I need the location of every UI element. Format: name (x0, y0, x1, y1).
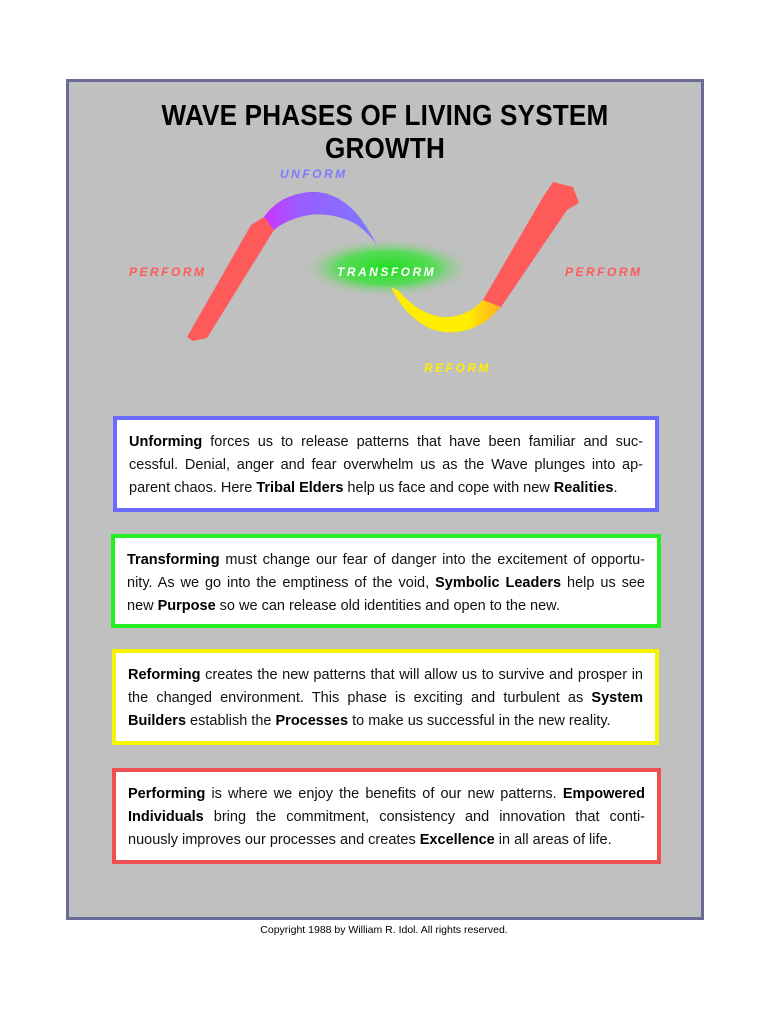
poster (66, 79, 704, 920)
box-keyword: Transforming (127, 552, 220, 568)
box-keyword: Processes (275, 713, 349, 729)
box-text: must change our fear of danger into the excitement of opportu-nity. As we go into the emptiness of the void, (127, 552, 645, 591)
box-keyword: Realities (553, 480, 614, 496)
box-keyword: Performing (128, 786, 206, 802)
box-text: to make us successful in the new reality. (348, 713, 611, 729)
reforming-description-box (112, 649, 659, 745)
label-reform: REFORM (424, 361, 491, 375)
box-text: so we can release old identities and open to the new. (215, 598, 560, 614)
box-text: help us see new (127, 575, 646, 614)
box-keyword: Reforming (128, 667, 201, 683)
box-text: creates the new patterns that will allow us to survive and prosper in the changed environment. This phase is exciting and turbulent as (128, 667, 643, 706)
box-text: . (613, 480, 618, 496)
copyright-notice: Copyright 1988 by William R. Idol. All rights reserved. (260, 924, 508, 936)
box-keyword: Symbolic Leaders (435, 575, 562, 591)
box-keyword: Empowered Individuals (128, 786, 645, 825)
box-text: help us face and cope with new (343, 480, 554, 496)
box-keyword: Excellence (419, 832, 495, 848)
label-perform-left: PERFORM (129, 265, 207, 279)
box-text: is where we enjoy the benefits of our new patterns. (205, 786, 563, 802)
page-title: WAVE PHASES OF LIVING SYSTEM GROWTH (161, 100, 609, 165)
box-text: establish the (186, 713, 276, 729)
label-perform-right: PERFORM (565, 265, 643, 279)
transforming-description-box (111, 534, 661, 628)
box-keyword: Tribal Elders (256, 480, 344, 496)
label-unform: UNFORM (280, 167, 348, 181)
box-keyword: System Builders (128, 690, 643, 729)
label-transform: TRANSFORM (337, 265, 437, 279)
box-text: bring the commitment, consistency and innovation that conti-nuously improves our processes and creates (128, 809, 645, 848)
box-text: in all areas of life. (494, 832, 612, 848)
wave-perform-left-segment (187, 217, 274, 341)
unforming-description-box (113, 416, 659, 512)
box-keyword: Purpose (157, 598, 216, 614)
wave-perform-right-segment (483, 182, 579, 307)
box-text: forces us to release patterns that have been familiar and suc-cessful. Denial, anger and fear overwhelm us as the Wave plunges into ap-parent chaos. Here (129, 434, 643, 496)
performing-description-box (112, 768, 661, 864)
box-keyword: Unforming (129, 434, 203, 450)
